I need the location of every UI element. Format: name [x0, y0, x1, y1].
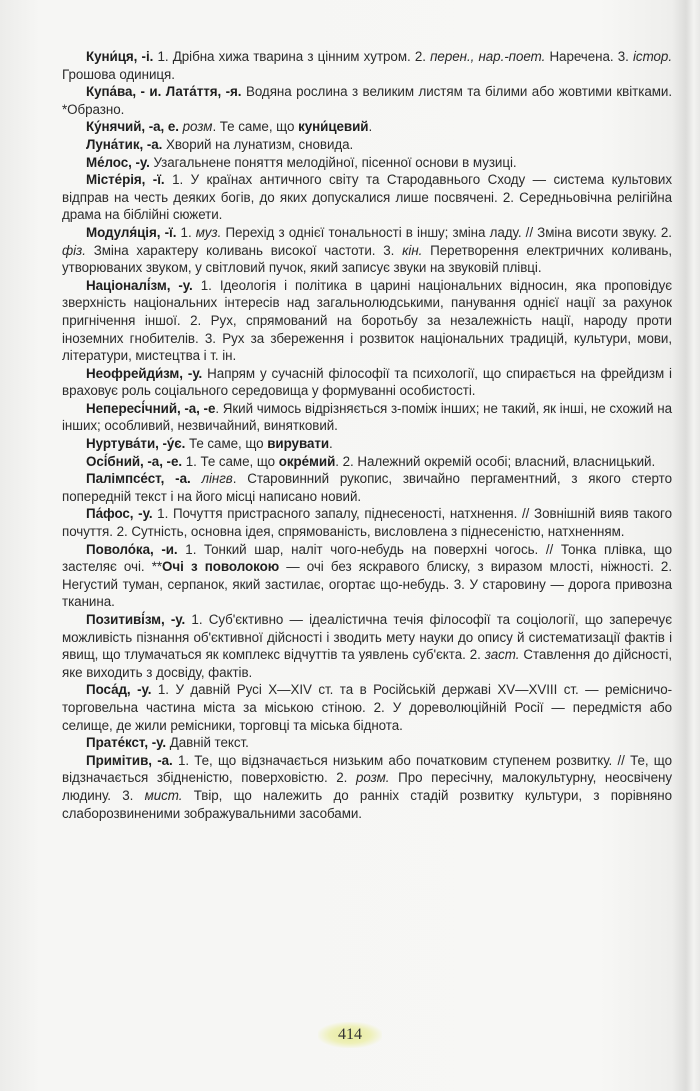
usage-label: мист. [144, 787, 183, 803]
definition-text: 1. [176, 224, 196, 240]
cross-reference: куни́цевий [298, 119, 369, 135]
glossary-entry [62, 365, 672, 400]
entry-headword: Прате́кст, -у. [86, 735, 167, 751]
entry-headword: Нуртува́ти, -у́є. [86, 436, 186, 452]
entry-headword: Модуля́ція, -ї. [86, 224, 177, 240]
entry-headword: Купа́ва, - и. Лата́ття, -я. [86, 84, 242, 100]
definition-text: Давній текст. [166, 735, 249, 751]
usage-label: розм. [356, 770, 390, 786]
cross-reference: Очі з поволокою [162, 559, 280, 575]
entry-headword: Куни́ця, -і. [86, 49, 154, 64]
entry-headword: Ме́лос, -у. [86, 154, 150, 170]
usage-label: муз. [195, 224, 222, 240]
definition-text: 1. Тонкий шар, наліт чого-небудь на поверхні чогось. // Тонка плівка, що застеляє очі. ** [62, 541, 672, 575]
definition-text: 1. Суб'єктивно — ідеалістична течія філософії та соціології, що заперечує можливість пізнання об'єктивної дійсності і зводить мету науки до опису й систематизації фактів і явищ, що тлумачаться як комплекс відчуттів та уявлень суб'єкта. 2. [62, 612, 672, 663]
glossary-entry [62, 611, 672, 681]
definition-text: . [368, 119, 373, 135]
entry-headword: Луна́тик, -а. [86, 136, 163, 152]
definition-text: . Старовинний рукопис, звичайно пергаментний, з якого стерто попередній текст і на його місці написано новий. [62, 471, 672, 504]
glossary-entry [62, 171, 672, 224]
definition-text: 1. У країнах античного світу та Стародавнього Сходу — система культових відправ на честь деяких богів, до яких допускалися лише посвячені. 2. Середньовічна релігійна драма на біблійні сюжети. [62, 172, 672, 223]
cross-reference: окре́мий [278, 453, 336, 469]
usage-label: істор. [633, 49, 672, 64]
glossary-entry [62, 118, 672, 136]
glossary-entry [62, 154, 672, 172]
page-number: 414 [318, 1022, 382, 1048]
definition-text: Перетворення електричних коливань, утворюваних звуком, у світловий пучок, який записує звуки на звуковій плівці. [62, 242, 672, 276]
usage-label: заст. [484, 647, 520, 663]
usage-label: лінгв [201, 471, 233, 487]
entry-headword: Непересі́чний, -а, -е [86, 400, 216, 416]
entry-headword: Осі́бний, -а, -е. [86, 453, 183, 469]
definition-text: . [329, 436, 333, 452]
glossary-entry [62, 453, 672, 471]
glossary-entry [62, 541, 672, 611]
definition-text: . Те саме, що [212, 119, 299, 135]
definition-text: Ставлення до дійсності, яке виходить з досвіду, фактів. [62, 647, 672, 680]
definition-text: . Який чимось відрізняється з-поміж інших; не такий, як інші, не схожий на інших; особливий, незвичайний, винятковий. [62, 400, 672, 434]
entry-headword: Позитиві́зм, -у. [86, 612, 186, 627]
entry-headword: Неофрейди́зм, -у. [86, 365, 203, 381]
definition-text: Грошова одиниця. [62, 66, 175, 82]
definition-text: Зміна характеру коливань високої частоти. 3. [85, 242, 403, 258]
glossary-entry [62, 435, 672, 453]
entry-headword: Поса́д, -у. [86, 682, 152, 698]
glossary-entry [62, 400, 672, 435]
definition-text: 1. Ідеологія і політика в царині національних відносин, яка проповідує зверхність національних інтересів над загальнолюдськими, панування однієї нації за рахунок пригнічення іншої. 2. Рух, спрямований на боротьбу за незалежність нації, народу проти іноземних гнобителів. 3. Рух за збереження і розвиток національних традицій, культури, мови, літератури, мистецтва і т. ін. [62, 277, 672, 364]
glossary-entry [62, 681, 672, 734]
entry-headword: Націоналі́зм, -у. [86, 277, 193, 293]
definition-text: Наречена. 3. [545, 49, 633, 64]
glossary-entry [62, 752, 672, 822]
usage-label: розм [182, 119, 213, 135]
entry-headword: Місте́рія, -ї. [86, 172, 165, 188]
definition-text: 1. У давній Русі X—XIV ст. та в Російській державі XV—XVIII ст. — ремісничо-торговельна частина міста за міською стіною. 2. У дореволюційній Росії — передмістя або селище, де жили ремісники, торговці та міська біднота. [62, 682, 673, 733]
definition-text: — очі без яскравого блиску, з виразом млості, ніжності. 2. Негустий туман, серпанок, який застилає, огортає що-небудь. 3. У старовину — дорога привозна тканина. [62, 559, 672, 610]
cross-reference: вирувати [267, 436, 330, 452]
entry-headword: Палімпсе́ст, -а. [86, 471, 191, 487]
definition-text: Напрям у сучасній філософії та психології, що спирається на фрейдизм і враховує роль соціального середовища у формуванні особистості. [62, 365, 672, 399]
glossary-entry [62, 470, 672, 505]
entry-headword: Примітив, -а. [86, 752, 173, 768]
definition-text: . 2. Належний окремій особі; власний, власницький. [335, 453, 656, 469]
definition-text: Твір, що належить до ранніх стадій розвитку культури, з порівняно слаборозвиненими зображувальними засобами. [62, 787, 672, 821]
definition-text: 1. Почуття пристрасного запалу, піднесеності, натхнення. // Зовнішній вияв такого почуття. 2. Сутність, основна ідея, спрямованість, висловлена з піднесеністю, натхненням. [62, 506, 672, 540]
entry-headword: Ку́нячий, -а, е. [86, 119, 179, 135]
definition-text: Водяна рослина з великим листям та білими або жовтими квітками. *Образно. [62, 84, 672, 117]
glossary-entry [62, 136, 672, 154]
definition-text [191, 471, 202, 486]
usage-label: кін. [402, 242, 423, 258]
entry-headword: Па́фос, -у. [86, 506, 153, 522]
glossary-entry [62, 277, 672, 365]
definition-text: 1. Те, що відзначається низьким або початковим ступенем розвитку. // Те, що відзначається збідненістю, поверховістю. 2. [62, 752, 672, 786]
entry-headword: Поволо́ка, -и. [86, 541, 178, 557]
usage-label: фіз. [62, 242, 86, 258]
glossary-entry [62, 48, 672, 83]
glossary-entry [62, 83, 672, 118]
glossary-entries [62, 48, 672, 822]
glossary-entry [62, 734, 672, 752]
definition-text: Узагальнене поняття мелодійної, пісенної основи в музиці. [149, 154, 517, 170]
glossary-entry [62, 505, 672, 540]
definition-text: 1. Дрібна хижа тварина з цінним хутром. 2. [153, 49, 431, 64]
definition-text: Перехід з однієї тональності в іншу; зміна ладу. // Зміна висоти звуку. 2. [221, 224, 672, 240]
definition-text: 1. Те саме, що [182, 453, 279, 469]
definition-text: Те саме, що [185, 436, 268, 452]
definition-text: Про пересічну, малокультурну, неосвічену людину. 3. [62, 770, 672, 803]
usage-label: перен., нар.-поет. [430, 49, 546, 64]
definition-text: Хворий на лунатизм, сновида. [162, 136, 354, 152]
glossary-entry [62, 224, 672, 277]
